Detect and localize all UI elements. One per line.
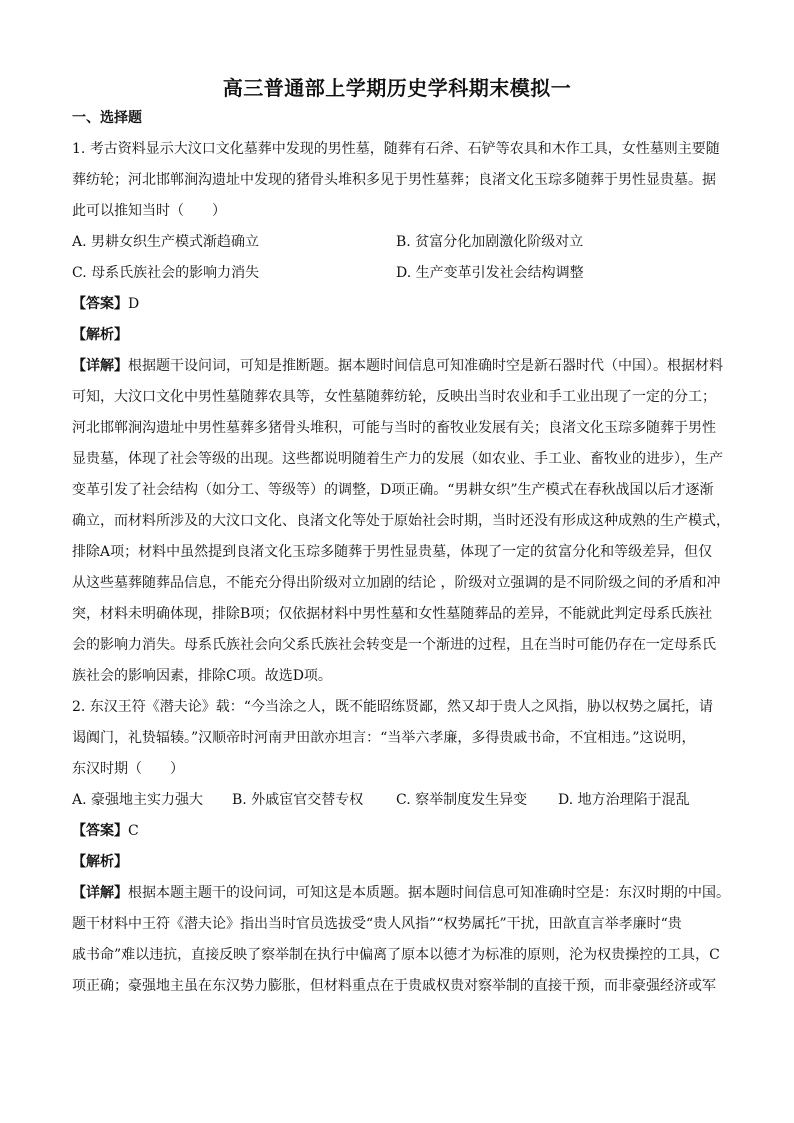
question-options [72,785,732,816]
answer-tag: 【答案】 [72,823,128,839]
detail-line: 项正确；豪强地主虽在东汉势力膨胀，但材料重点在于贵戚权贵对察举制的直接干预，而非豪强经济或军 [72,978,716,994]
detail-line: 突，材料未明确体现，排除B项；仅依据材料中男性墓和女性墓随葬品的差异，不能就此判定母系氏族社 [72,606,713,622]
page-title: 高三普通部上学期历史学科期末模拟一 [222,76,572,100]
answer-line [72,816,732,847]
question-stem-line: 谒阗门，礼贽辐辏。”汉顺帝时河南尹田歆亦坦言：“当举六孝廉，多得贵戚书命，不宜相违。”这说明， [72,730,696,746]
detail-line: 变革引发了社会结构（如分工、等级等）的调整，D项正确。“男耕女织”生产模式在春秋战国以后才逐渐 [72,482,714,498]
analysis-tag: 【解析】 [72,854,128,870]
document-body [72,103,732,1002]
option-c: C. 母系氏族社会的影响力消失 [72,265,260,281]
option-a: A. 男耕女织生产模式渐趋确立 [72,234,260,250]
option-c: C. 察举制度发生异变 [396,792,528,808]
question-2 [72,692,732,1002]
detail-paragraph [72,878,732,1002]
detail-text: 根据题干设问词，可知是推断题。据本题时间信息可知准确时空是新石器时代（中国）。根据材料 [128,358,723,374]
question-stem-line: 1. 考古资料显示大汶口文化墓葬中发现的男性墓，随葬有石斧、石铲等农具和木作工具，女性墓则主要随 [72,141,720,157]
detail-paragraph [72,351,732,692]
question-stem-line: 葬纺轮；河北邯郸涧沟遗址中发现的猪骨头堆积多见于男性墓葬；良渚文化玉琮多随葬于男性显贵墓。据 [72,172,716,188]
detail-line [72,351,732,382]
question-stem-line: 2. 东汉王符《潜夫论》载：“今当涂之人，既不能昭练贤鄙，然又却于贵人之风指，胁以权势之属托，请 [72,699,713,715]
option-b: B. 外戚宦官交替专权 [232,792,364,808]
analysis-tag: 【解析】 [72,327,128,343]
detail-line [72,878,732,909]
question-stem-line: 此可以推知当时（ ） [72,203,226,219]
option-b: B. 贫富分化加剧激化阶级对立 [396,234,584,250]
detail-text: 根据本题主题干的设问词，可知这是本质题。据本题时间信息可知准确时空是：东汉时期的中国。 [128,885,730,901]
option-d: D. 地方治理陷于混乱 [558,792,690,808]
detail-tag: 【详解】 [72,885,128,901]
answer-tag: 【答案】 [72,296,128,312]
detail-line: 从这些墓葬随葬品信息，不能充分得出阶级对立加剧的结论 ，阶级对立强调的是不同阶级之间的矛盾和冲 [72,575,721,591]
detail-line: 河北邯郸涧沟遗址中男性墓葬多猪骨头堆积，可能与当时的畜牧业发展有关；良渚文化玉琮多随葬于男性 [72,420,716,436]
detail-line: 确立，而材料所涉及的大汶口文化、良渚文化等处于原始社会时期，当时还没有形成这种成熟的生产模式， [72,513,730,529]
detail-line: 可知，大汶口文化中男性墓随葬农具等，女性墓随葬纺轮，反映出当时农业和手工业出现了一定的分工； [72,389,716,405]
detail-tag: 【详解】 [72,358,128,374]
option-a: A. 豪强地主实力强大 [72,792,204,808]
detail-line: 戚书命”难以违抗，直接反映了察举制在执行中偏离了原本以德才为标准的原则，沦为权贵操控的工具，C [72,947,720,963]
answer-value: C [128,823,139,839]
detail-line: 会的影响力消失。母系氏族社会向父系氏族社会转变是一个渐进的过程，且在当时可能仍存在一定母系氏 [72,637,716,653]
option-d: D. 生产变革引发社会结构调整 [396,265,584,281]
detail-line: 显贵墓，体现了社会等级的出现。这些都说明随着生产力的发展（如农业、手工业、畜牧业的进步），生产 [72,451,723,467]
detail-line: 族社会的影响因素，排除C项。故选D项。 [72,668,332,684]
section-heading: 一、选择题 [72,110,142,126]
detail-line: 题干材料中王符《潜夫论》指出当时官员选拔受“贵人风指”“权势属托”干扰，田歆直言举孝廉时“贵 [72,916,682,932]
question-1 [72,134,732,692]
question-stem-line: 东汉时期（ ） [72,761,184,777]
detail-line: 排除A项；材料中虽然提到良渚文化玉琮多随葬于男性显贵墓，体现了一定的贫富分化和等级差异，但仅 [72,544,713,560]
answer-line [72,289,732,320]
question-options [72,227,732,289]
answer-value: D [128,296,140,312]
